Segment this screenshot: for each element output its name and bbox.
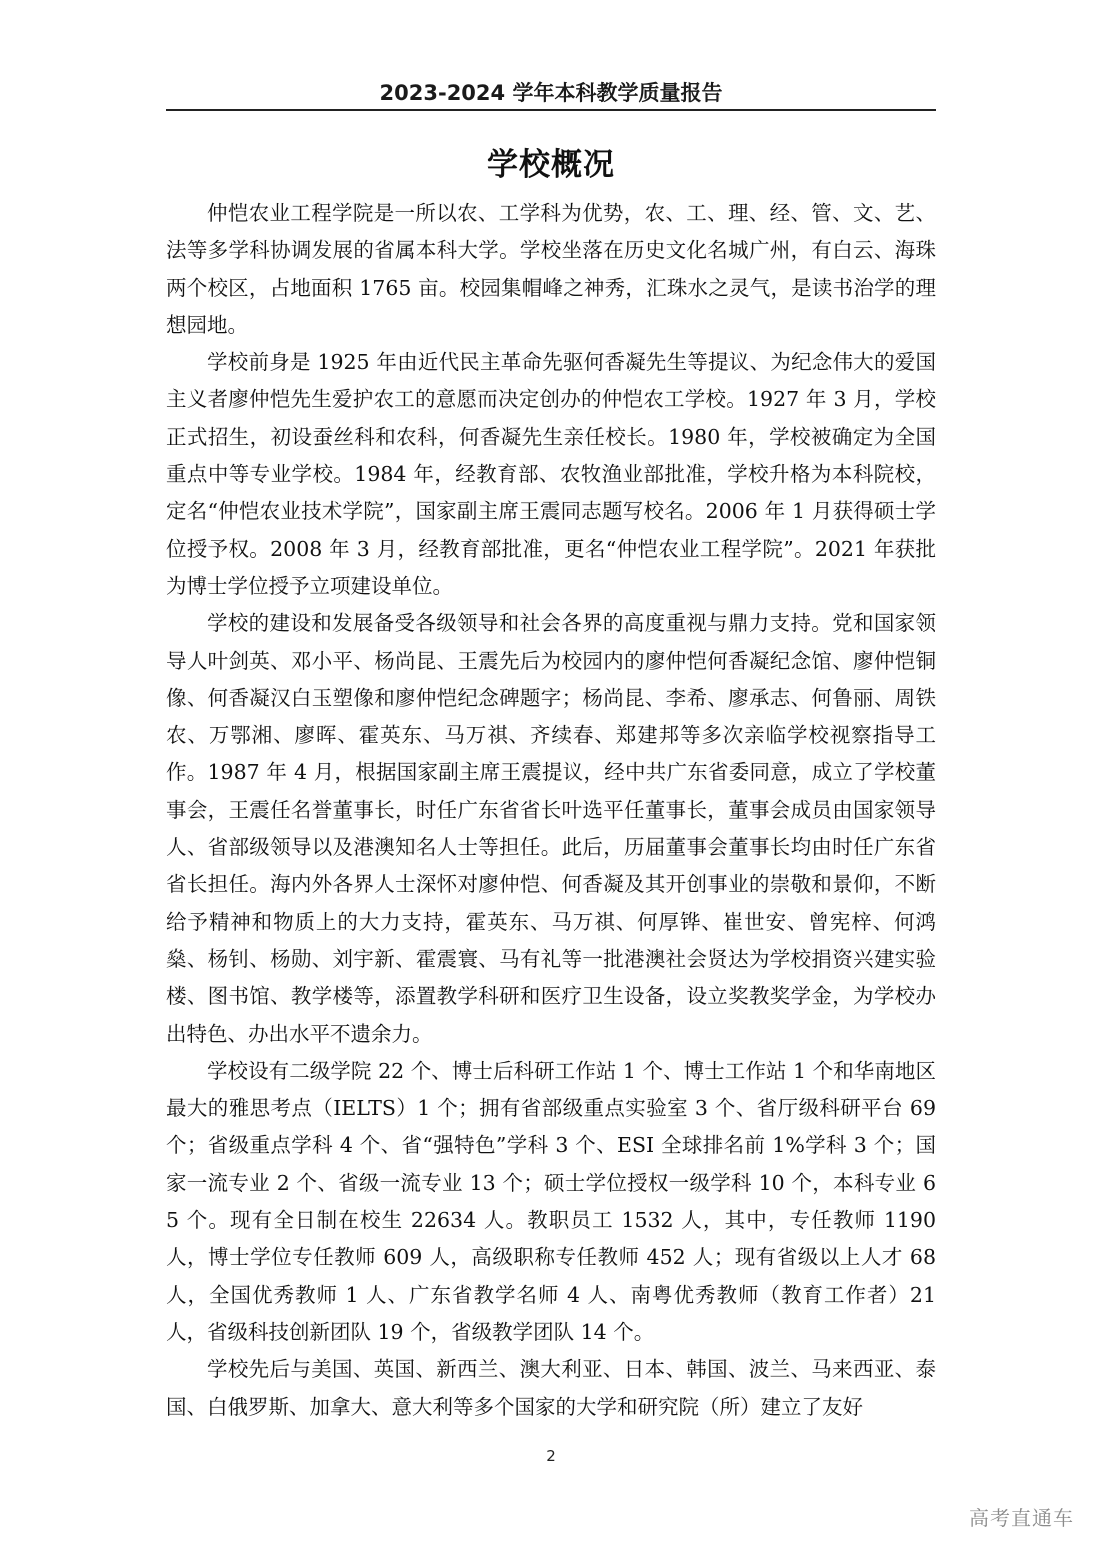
- page-number: 2: [546, 1447, 556, 1465]
- body-text: [166, 195, 936, 1426]
- paragraph-international: 学校先后与美国、英国、新西兰、澳大利亚、日本、韩国、波兰、马来西亚、泰国、白俄罗斯、加拿大、意大利等多个国家的大学和研究院（所）建立了友好: [166, 1357, 936, 1419]
- header-divider: [166, 109, 936, 111]
- paragraph-support: 学校的建设和发展备受各级领导和社会各界的高度重视与鼎力支持。党和国家领导人叶剑英、邓小平、杨尚昆、王震先后为校园内的廖仲恺何香凝纪念馆、廖仲恺铜像、何香凝汉白玉塑像和廖仲恺纪念碑题字；杨尚昆、李希、廖承志、何鲁丽、周铁农、万鄂湘、廖晖、霍英东、马万祺、齐续春、郑建邦等多次亲临学校视察指导工作。1987 年 4 月，根据国家副主席王震提议，经中共广东省委同意，成立了学校董事会，王震任名誉董事长，时任广东省省长叶选平任董事长，董事会成员由国家领导人、省部级领导以及港澳知名人士等担任。此后，历届董事会董事长均由时任广东省省长担任。海内外各界人士深怀对廖仲恺、何香凝及其开创事业的崇敬和景仰，不断给予精神和物质上的大力支持，霍英东、马万祺、何厚铧、崔世安、曾宪梓、何鸿燊、杨钊、杨勋、刘宇新、霍震寰、马有礼等一批港澳社会贤达为学校捐资兴建实验楼、图书馆、教学楼等，添置教学科研和医疗卫生设备，设立奖教奖学金，为学校办出特色、办出水平不遗余力。: [166, 611, 936, 1046]
- paragraph-statistics: 学校设有二级学院 22 个、博士后科研工作站 1 个、博士工作站 1 个和华南地区最大的雅思考点（IELTS）1 个；拥有省部级重点实验室 3 个、省厅级科研平台 69 个；省级重点学科 4 个、省“强特色”学科 3 个、ESI 全球排名前 1%学科 3 个；国家一流专业 2 个、省级一流专业 13 个；硕士学位授权一级学科 10 个，本科专业 65 个。现有全日制在校生 22634 人。教职员工 1532 人，其中，专任教师 1190 人，博士学位专任教师 609 人，高级职称专任教师 452 人；现有省级以上人才 68 人，全国优秀教师 1 人、广东省教学名师 4 人、南粤优秀教师（教育工作者）21 人，省级科技创新团队 19 个，省级教学团队 14 个。: [166, 1058, 936, 1344]
- paragraph-overview: 仲恺农业工程学院是一所以农、工学科为优势，农、工、理、经、管、文、艺、法等多学科协调发展的省属本科大学。学校坐落在历史文化名城广州，有白云、海珠两个校区，占地面积 1765 亩。校园集帽峰之神秀，汇珠水之灵气，是读书治学的理想园地。: [166, 201, 936, 337]
- watermark: 高考直通车: [969, 1506, 1074, 1530]
- paragraph-history: 学校前身是 1925 年由近代民主革命先驱何香凝先生等提议、为纪念伟大的爱国主义者廖仲恺先生爱护农工的意愿而决定创办的仲恺农工学校。1927 年 3 月，学校正式招生，初设蚕丝科和农科，何香凝先生亲任校长。1980 年，学校被确定为全国重点中等专业学校。1984 年，经教育部、农牧渔业部批准，学校升格为本科院校，定名“仲恺农业技术学院”，国家副主席王震同志题写校名。2006 年 1 月获得硕士学位授予权。2008 年 3 月，经教育部批准，更名“仲恺农业工程学院”。2021 年获批为博士学位授予立项建设单位。: [166, 350, 936, 598]
- section-title: 学校概况: [487, 147, 615, 183]
- running-header: 2023-2024 学年本科教学质量报告: [379, 81, 723, 105]
